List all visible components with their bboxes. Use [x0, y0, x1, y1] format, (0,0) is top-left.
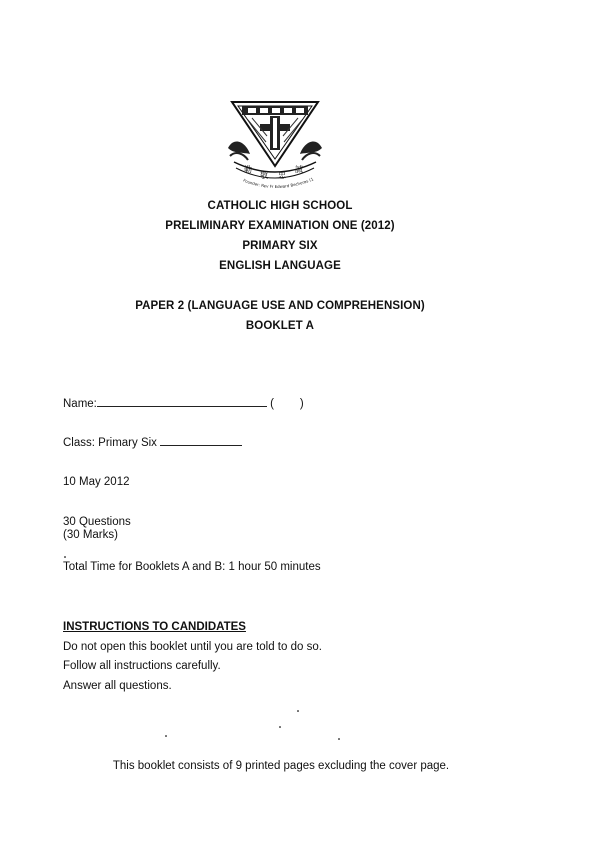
svg-text:忠: 忠 [278, 171, 286, 180]
question-count: 30 Questions [63, 516, 131, 528]
scan-speck [165, 735, 167, 737]
scan-speck [338, 738, 340, 740]
page-count-note: This booklet consists of 9 printed pages excluding the cover page. [112, 760, 450, 772]
svg-text:勤: 勤 [244, 165, 252, 174]
instruction-item: Answer all questions. [63, 680, 172, 692]
instructions-heading: INSTRUCTIONS TO CANDIDATES [63, 621, 246, 633]
class-label: Class: Primary Six [63, 437, 157, 449]
scan-speck [279, 726, 281, 728]
name-field-row [63, 398, 304, 410]
exam-title: PRELIMINARY EXAMINATION ONE (2012) [165, 220, 395, 232]
index-paren-open: ( [270, 398, 274, 410]
total-time: Total Time for Booklets A and B: 1 hour 50 minutes [63, 561, 321, 573]
class-blank[interactable] [160, 445, 242, 446]
scan-speck [64, 556, 66, 558]
level-title: PRIMARY SIX [242, 240, 318, 252]
instruction-item: Do not open this booklet until you are told to do so. [63, 641, 322, 653]
instruction-item: Follow all instructions carefully. [63, 660, 221, 672]
svg-text:Founder: Rev Fr Edward Bechera: Founder: Rev Fr Edward Becheras (1 [242, 176, 315, 190]
booklet-title: BOOKLET A [245, 320, 315, 332]
exam-date: 10 May 2012 [63, 476, 130, 488]
class-field-row [63, 437, 242, 449]
index-paren-close: ) [299, 398, 304, 410]
name-label: Name: [63, 398, 97, 410]
total-marks: (30 Marks) [63, 529, 118, 541]
subject-title: ENGLISH LANGUAGE [219, 260, 341, 272]
svg-text:敬: 敬 [260, 171, 268, 180]
name-blank[interactable] [97, 406, 267, 407]
school-crest-logo [222, 96, 328, 192]
svg-text:誠: 誠 [295, 165, 303, 174]
school-name: CATHOLIC HIGH SCHOOL [207, 200, 353, 212]
paper-title: PAPER 2 (LANGUAGE USE AND COMPREHENSION) [135, 300, 425, 312]
scan-speck [297, 710, 299, 712]
